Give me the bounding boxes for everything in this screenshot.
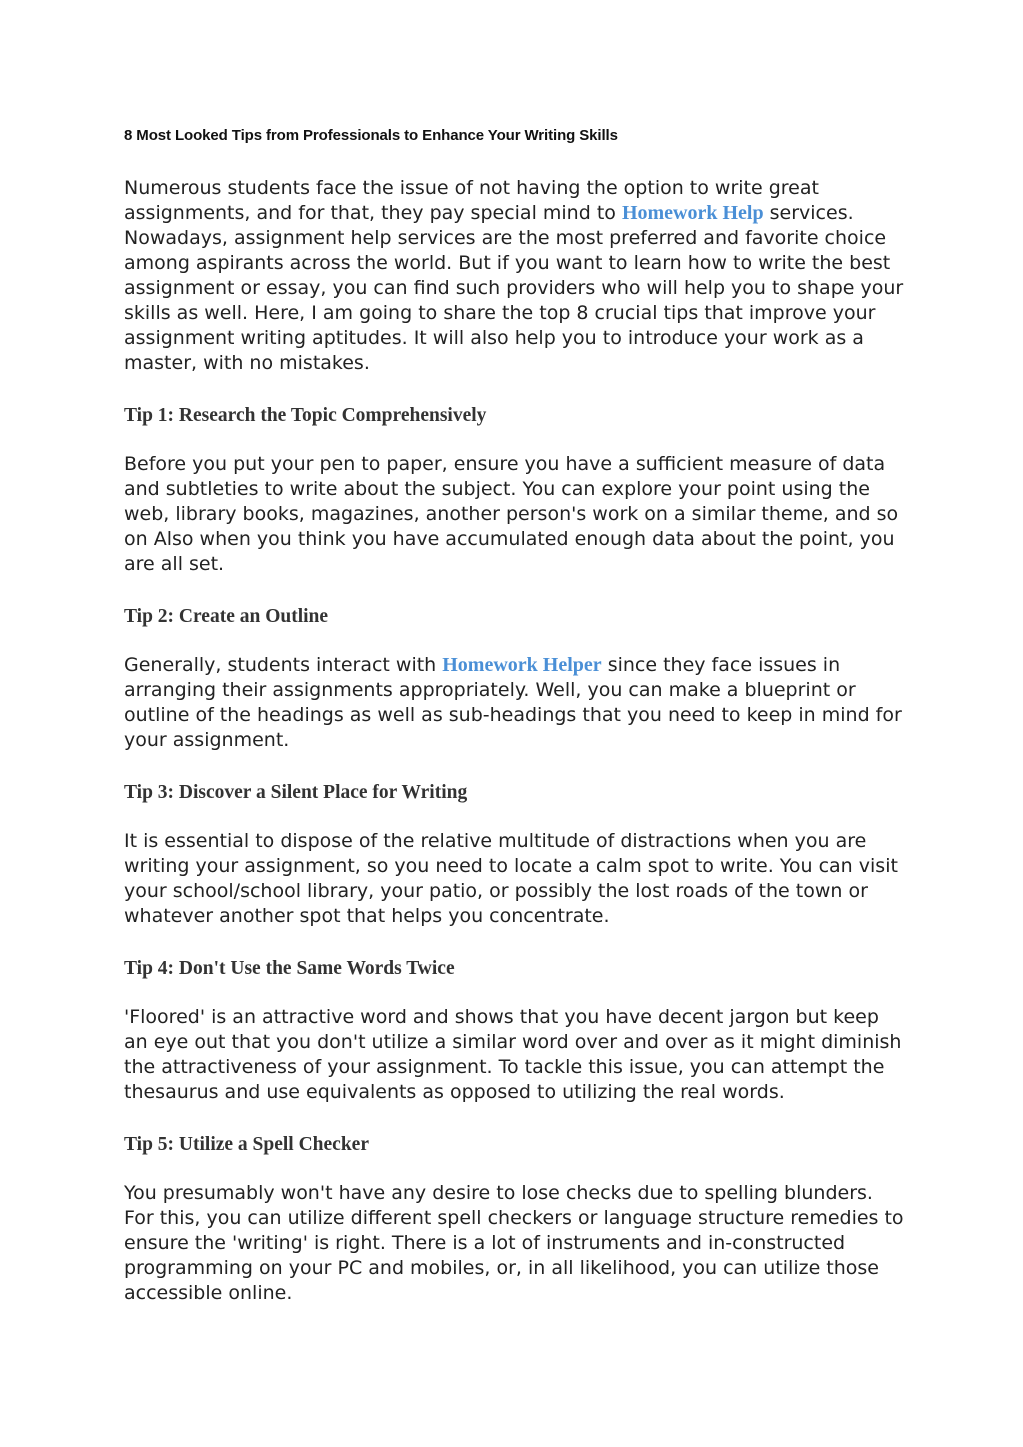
tip-3-heading: Tip 3: Discover a Silent Place for Writing (124, 782, 468, 803)
homework-helper-link[interactable]: Homework Helper (442, 654, 602, 676)
intro-text-before-link: Numerous students face the issue of not having the option to write great assignments, and for that, they pay special mind to (124, 177, 819, 224)
tip-2-text-before-link: Generally, students interact with (124, 654, 443, 676)
tip-4-body: 'Floored' is an attractive word and shows that you have decent jargon but keep an eye out that you don't utilize a similar word over and over as it might diminish the attractiveness of your assignment. To tackle this issue, you can attempt the thesaurus and use equivalents as opposed to utilizing the real words. (124, 1006, 902, 1103)
homework-help-link[interactable]: Homework Help (621, 202, 764, 224)
tip-1-heading: Tip 1: Research the Topic Comprehensively (124, 405, 487, 426)
intro-text-after-link: services. Nowadays, assignment help services are the most preferred and favorite choice among aspirants across the world. But if you want to learn how to write the best assignment or essay, you can find such providers who will help you to shape your skills as well. Here, I am going to share the top 8 crucial tips that improve your assignment writing aptitudes. It will also help you to introduce your work as a master, with no mistakes. (124, 202, 904, 374)
tip-5-body: You presumably won't have any desire to lose checks due to spelling blunders. For this, you can utilize different spell checkers or language structure remedies to ensure the 'writing' is right. There is a lot of instruments and in-constructed programming on your PC and mobiles, or, in all likelihood, you can utilize those accessible online. (124, 1182, 904, 1304)
document-page (124, 124, 904, 1306)
tip-2-heading: Tip 2: Create an Outline (124, 606, 329, 627)
tip-1-body: Before you put your pen to paper, ensure you have a sufficient measure of data and subtleties to write about the subject. You can explore your point using the web, library books, magazines, another person's work on a similar theme, and so on Also when you think you have accumulated enough data about the point, you are all set. (124, 453, 899, 575)
intro-paragraph (124, 176, 904, 376)
document-title: 8 Most Looked Tips from Professionals to Enhance Your Writing Skills (124, 127, 618, 144)
tip-2-text-after-link: since they face issues in arranging their assignments appropriately. Well, you can make a blueprint or outline of the headings as well as sub-headings that you need to keep in mind for your assignment. (124, 654, 902, 751)
tip-3-body: It is essential to dispose of the relative multitude of distractions when you are writing your assignment, so you need to locate a calm spot to write. You can visit your school/school library, your patio, or possibly the lost roads of the town or whatever another spot that helps you concentrate. (124, 830, 898, 927)
tip-5-heading: Tip 5: Utilize a Spell Checker (124, 1134, 369, 1155)
tip-4-heading: Tip 4: Don't Use the Same Words Twice (124, 958, 455, 979)
tip-2-body (124, 653, 904, 753)
